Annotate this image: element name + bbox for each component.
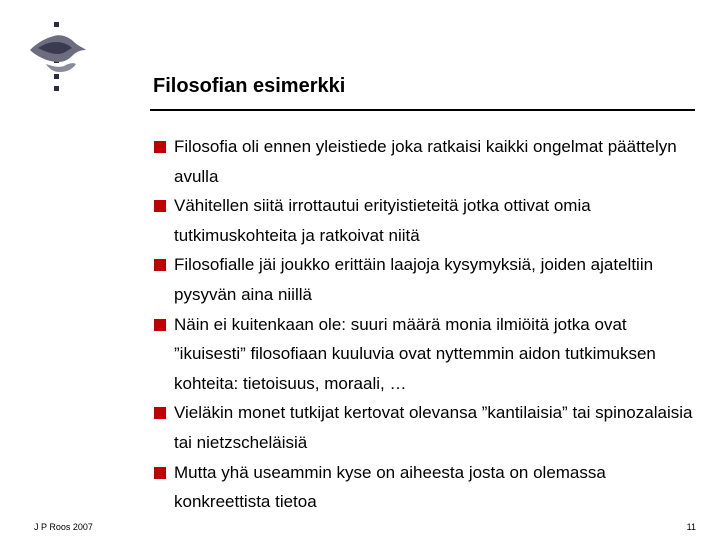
slide-title: Filosofian esimerkki: [153, 75, 346, 97]
square-bullet-icon: [154, 141, 166, 153]
footer-author: J P Roos 2007: [34, 522, 93, 532]
bullet-item: [154, 458, 694, 517]
bullet-list: [154, 132, 694, 517]
bullet-item: [154, 191, 694, 250]
page-number: 11: [686, 522, 696, 532]
square-bullet-icon: [154, 200, 166, 212]
university-logo-icon: [24, 20, 88, 100]
bullet-text: Vieläkin monet tutkijat kertovat olevansa ”kantilaisia” tai spinozalaisia tai nietzscheläisiä: [174, 403, 693, 452]
square-bullet-icon: [154, 467, 166, 479]
bullet-text: Näin ei kuitenkaan ole: suuri määrä monia ilmiöitä jotka ovat ”ikuisesti” filosofiaan kuuluvia ovat nyttemmin aidon tutkimuksen kohteita: tietoisuus, moraali, …: [174, 314, 656, 393]
bullet-item: [154, 250, 694, 309]
square-bullet-icon: [154, 407, 166, 419]
square-bullet-icon: [154, 259, 166, 271]
bullet-item: [154, 132, 694, 191]
bullet-text: Vähitellen siitä irrottautui erityistieteitä jotka ottivat omia tutkimuskohteita ja ratkoivat niitä: [174, 196, 591, 245]
bullet-text: Mutta yhä useammin kyse on aiheesta josta on olemassa konkreettista tietoa: [174, 462, 606, 512]
bullet-text: Filosofialle jäi joukko erittäin laajoja kysymyksiä, joiden ajateltiin pysyvän aina niillä: [174, 255, 654, 304]
bullet-item: [154, 310, 694, 399]
bullet-item: [154, 398, 694, 457]
title-divider: [150, 109, 695, 111]
square-bullet-icon: [154, 319, 166, 331]
bullet-text: Filosofia oli ennen yleistiede joka ratkaisi kaikki ongelmat päättelyn avulla: [174, 137, 677, 186]
